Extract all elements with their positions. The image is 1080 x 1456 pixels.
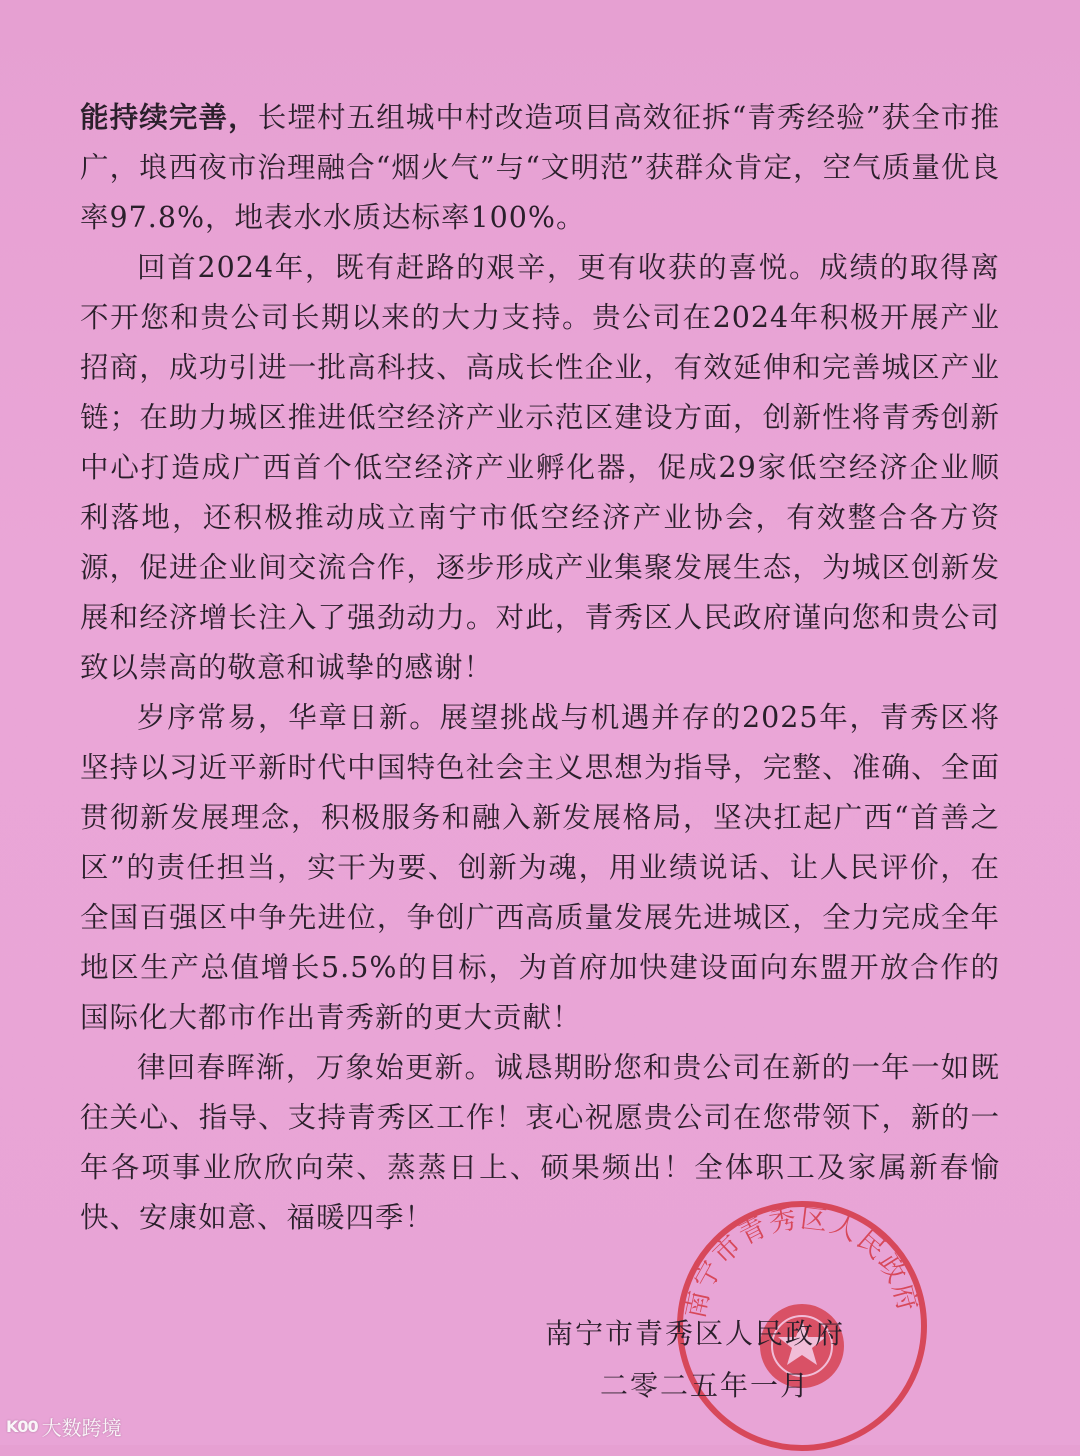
- svg-text:南宁市青秀区人民政府: [680, 1203, 924, 1321]
- letter-body: [80, 92, 1000, 1243]
- paragraph-3: 岁序常易，华章日新。展望挑战与机遇并存的2025年，青秀区将坚持以习近平新时代中国特色社会主义思想为指导，完整、准确、全面贯彻新发展理念，积极服务和融入新发展格局，坚决扛起广西“首善之区”的责任担当，实干为要、创新为魂，用业绩说话、让人民评价，在全国百强区中争先进位，争创广西高质量发展先进城区，全力完成全年地区生产总值增长5.5%的目标，为首府加快建设面向东盟开放合作的国际化大都市作出青秀新的更大贡献！: [80, 701, 1000, 1034]
- paragraph-2: 回首2024年，既有赶路的艰辛，更有收获的喜悦。成绩的取得离不开您和贵公司长期以来的大力支持。贵公司在2024年积极开展产业招商，成功引进一批高科技、高成长性企业，有效延伸和完善城区产业链；在助力城区推进低空经济产业示范区建设方面，创新性将青秀创新中心打造成广西首个低空经济产业孵化器，促成29家低空经济企业顺利落地，还积极推动成立南宁市低空经济产业协会，有效整合各方资源，促进企业间交流合作，逐步形成产业集聚发展生态，为城区创新发展和经济增长注入了强劲动力。对此，青秀区人民政府谨向您和贵公司致以崇高的敬意和诚挚的感谢！: [80, 251, 1000, 684]
- paragraph-4: 律回春晖渐，万象始更新。诚恳期盼您和贵公司在新的一年一如既往关心、指导、支持青秀区工作！衷心祝愿贵公司在您带领下，新的一年各项事业欣欣向荣、蒸蒸日上、硕果频出！全体职工及家属新春愉快、安康如意、福暖四季！: [80, 1051, 1000, 1234]
- seal-text: 南宁市青秀区人民政府: [679, 1203, 924, 1322]
- signature-organization: 南宁市青秀区人民政府: [545, 1317, 846, 1350]
- paragraph-lead: 能持续完善，: [80, 100, 258, 134]
- watermark: [6, 1412, 122, 1441]
- signature-date: 二零二五年一月: [600, 1369, 811, 1402]
- watermark-logo-icon: K00: [6, 1417, 38, 1436]
- watermark-text: 大数跨境: [41, 1416, 122, 1440]
- paragraph-text: 长堽村五组城中村改造项目高效征拆“青秀经验”获全市推广，埌西夜市治理融合“烟火气”与“文明范”获群众肯定，空气质量优良率97.8%，地表水水质达标率100%。: [80, 101, 1000, 234]
- paragraph-1: [80, 92, 1000, 243]
